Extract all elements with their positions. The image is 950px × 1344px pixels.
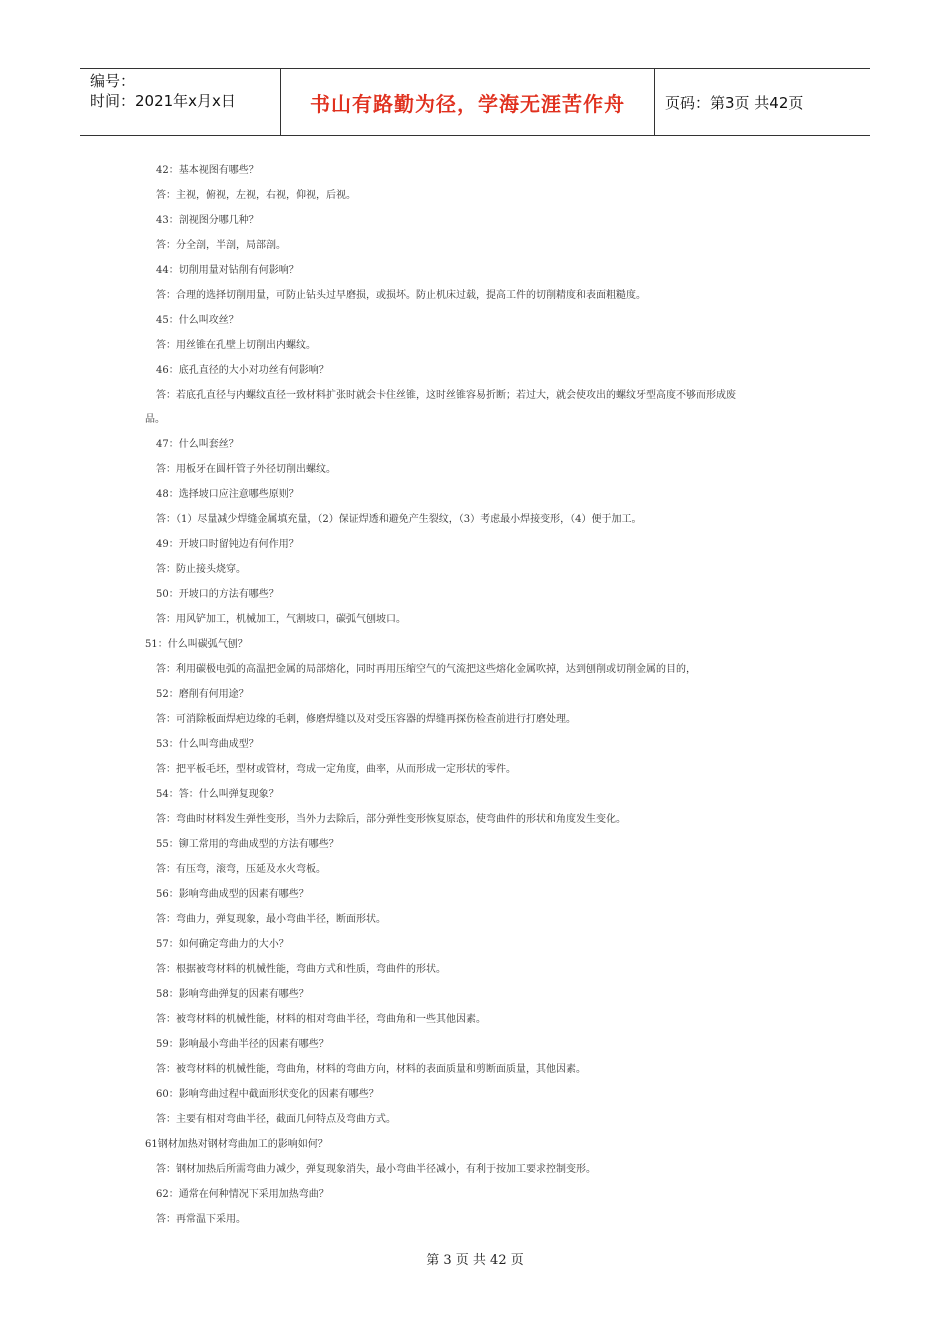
answer-line: 答：用丝锥在孔壁上切削出内螺纹。 [156, 340, 316, 351]
answer-line: 答：根据被弯材料的机械性能，弯曲方式和性质，弯曲件的形状。 [156, 964, 446, 975]
answer-line: 答：被弯材料的机械性能，材料的相对弯曲半径，弯曲角和一些其他因素。 [156, 1014, 486, 1025]
question-line: 62：通常在何种情况下采用加热弯曲？ [156, 1189, 329, 1200]
page-header [80, 68, 870, 136]
answer-line: 答：防止接头烧穿。 [156, 564, 246, 575]
question-line: 49：开坡口时留钝边有何作用？ [156, 539, 299, 550]
question-line: 52：磨削有何用途？ [156, 689, 249, 700]
page-footer: 第 3 页 共 42 页 [426, 1253, 524, 1268]
question-line: 56：影响弯曲成型的因素有哪些？ [156, 889, 309, 900]
answer-line: 答：被弯材料的机械性能，弯曲角，材料的弯曲方向，材料的表面质量和剪断面质量，其他因素。 [156, 1064, 586, 1075]
question-line: 48：选择坡口应注意哪些原则？ [156, 489, 299, 500]
answer-line: 答：把平板毛坯，型材或管材，弯成一定角度，曲率，从而形成一定形状的零件。 [156, 764, 516, 775]
answer-line: 答：有压弯，滚弯，压延及水火弯板。 [156, 864, 326, 875]
question-line: 59：影响最小弯曲半径的因素有哪些？ [156, 1039, 329, 1050]
answer-line: 答：用风铲加工，机械加工，气割坡口，碳弧气刨坡口。 [156, 614, 406, 625]
answer-line: 答：主视，俯视，左视，右视，仰视，后视。 [156, 190, 356, 201]
document-time-label: 时间：2021年x月x日 [90, 92, 236, 110]
question-line: 61钢材加热对钢材弯曲加工的影响如何？ [145, 1139, 328, 1150]
answer-line: 答：可消除板面焊疤边缘的毛刺，修磨焊缝以及对受压容器的焊缝再探伤检查前进行打磨处理。 [156, 714, 576, 725]
answer-line: 答：主要有相对弯曲半径，截面几何特点及弯曲方式。 [156, 1114, 396, 1125]
answer-line: 答：分全剖，半剖，局部剖。 [156, 240, 286, 251]
answer-line: 答：若底孔直径与内螺纹直径一致材料扩张时就会卡住丝锥，这时丝锥容易折断；若过大，就会使攻出的螺纹牙型高度不够而形成废 [156, 390, 736, 401]
question-line: 47：什么叫套丝？ [156, 439, 239, 450]
answer-line: 答：用板牙在圆杆管子外径切削出螺纹。 [156, 464, 336, 475]
question-line: 42：基本视图有哪些？ [156, 165, 259, 176]
question-line: 51：什么叫碳弧气刨？ [145, 639, 248, 650]
question-line: 54：答：什么叫弹复现象？ [156, 789, 279, 800]
question-line: 57：如何确定弯曲力的大小？ [156, 939, 289, 950]
question-line: 44：切削用量对钻削有何影响？ [156, 265, 299, 276]
document-number-label: 编号： [90, 72, 136, 90]
answer-line: 答：再常温下采用。 [156, 1214, 246, 1225]
answer-line: 答：（1）尽量减少焊缝金属填充量，（2）保证焊透和避免产生裂纹，（3）考虑最小焊接变形，（4）便于加工。 [156, 514, 642, 525]
question-line: 45：什么叫攻丝？ [156, 315, 239, 326]
answer-line: 答：弯曲时材料发生弹性变形，当外力去除后，部分弹性变形恢复原态，使弯曲件的形状和角度发生变化。 [156, 814, 626, 825]
header-motto: 书山有路勤为径，学海无涯苦作舟 [281, 69, 655, 135]
answer-line: 答：合理的选择切削用量，可防止钻头过早磨损，或损坏。防止机床过载，提高工件的切削精度和表面粗糙度。 [156, 290, 646, 301]
answer-line: 品。 [145, 414, 165, 425]
header-info-cell [80, 69, 281, 135]
answer-line: 答：弯曲力，弹复现象，最小弯曲半径，断面形状。 [156, 914, 386, 925]
answer-line: 答：利用碳极电弧的高温把金属的局部熔化，同时再用压缩空气的气流把这些熔化金属吹掉，达到刨削或切削金属的目的， [156, 664, 696, 675]
question-line: 60：影响弯曲过程中截面形状变化的因素有哪些？ [156, 1089, 379, 1100]
question-line: 46：底孔直径的大小对功丝有何影响？ [156, 365, 329, 376]
question-line: 43：剖视图分哪几种？ [156, 215, 259, 226]
answer-line: 答：钢材加热后所需弯曲力减少，弹复现象消失，最小弯曲半径减小，有利于按加工要求控制变形。 [156, 1164, 596, 1175]
question-line: 53：什么叫弯曲成型？ [156, 739, 259, 750]
question-line: 50：开坡口的方法有哪些？ [156, 589, 279, 600]
header-page-info: 页码：第3页 共42页 [665, 93, 804, 112]
question-line: 55：铆工常用的弯曲成型的方法有哪些？ [156, 839, 339, 850]
question-line: 58：影响弯曲弹复的因素有哪些？ [156, 989, 309, 1000]
